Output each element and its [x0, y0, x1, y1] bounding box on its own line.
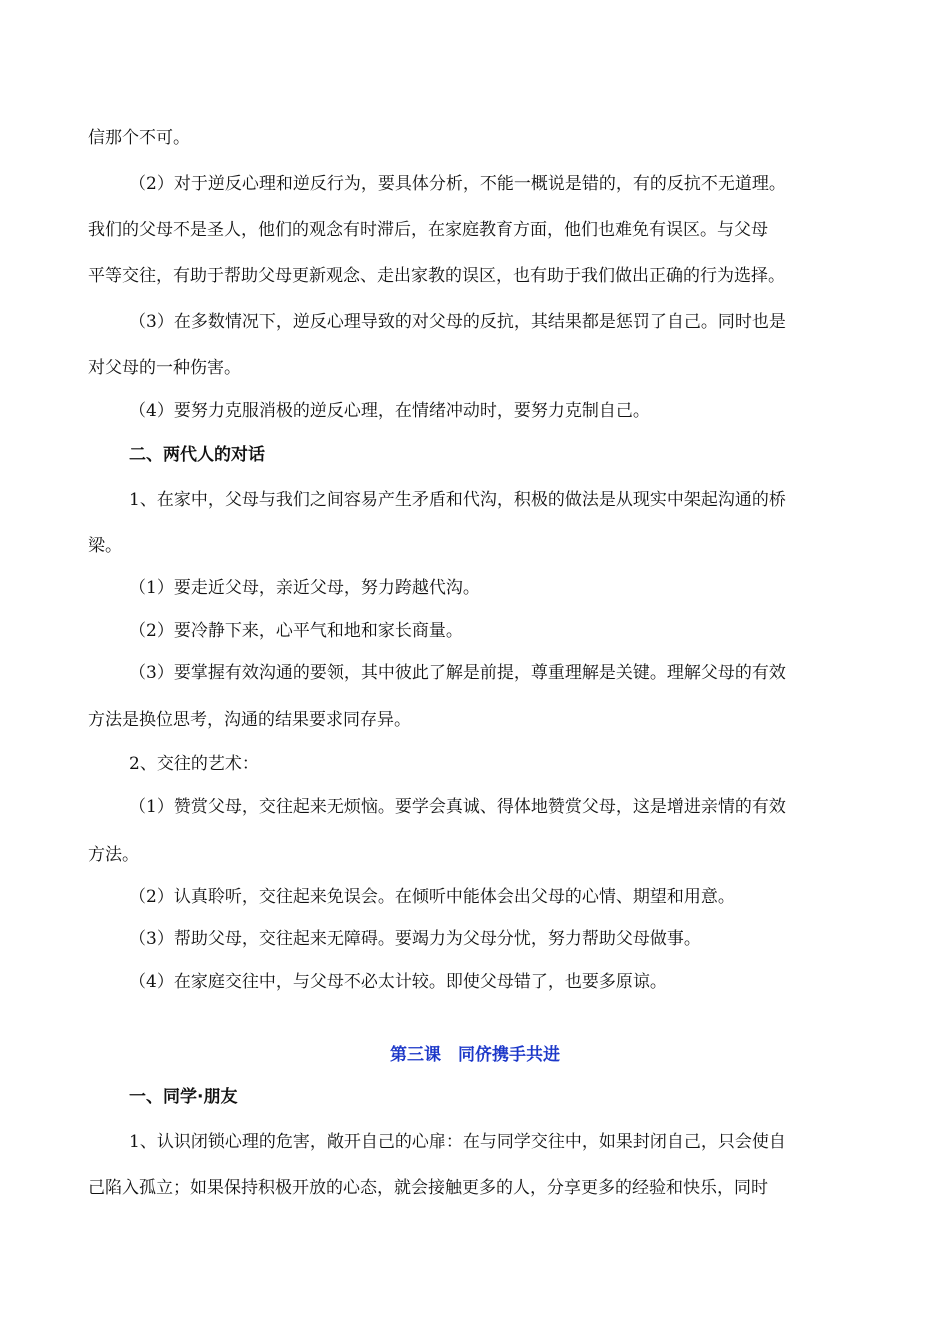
list-item-line: （2）认真聆听，交往起来免误会。在倾听中能体会出父母的心情、期望和用意。: [129, 887, 735, 907]
paragraph-line: 己陷入孤立；如果保持积极开放的心态，就会接触更多的人，分享更多的经验和快乐，同时: [88, 1178, 768, 1198]
paragraph-line: 我们的父母不是圣人，他们的观念有时滞后，在家庭教育方面，他们也难免有误区。与父母: [88, 220, 768, 240]
section-heading: 一、同学·朋友: [129, 1087, 238, 1107]
list-item-line: （1）要走近父母，亲近父母，努力跨越代沟。: [129, 578, 480, 598]
lesson-title: 第三课 同侪携手共进: [390, 1045, 560, 1065]
list-item-line: （3）帮助父母，交往起来无障碍。要竭力为父母分忧，努力帮助父母做事。: [129, 929, 701, 949]
list-item-line: （1）赞赏父母，交往起来无烦恼。要学会真诚、得体地赞赏父母，这是增进亲情的有效: [129, 797, 786, 817]
paragraph-line: 1、在家中，父母与我们之间容易产生矛盾和代沟，积极的做法是从现实中架起沟通的桥: [129, 490, 786, 510]
list-item-line: （4）在家庭交往中，与父母不必太计较。即使父母错了，也要多原谅。: [129, 972, 667, 992]
paragraph-line: 梁。: [88, 536, 122, 556]
paragraph-line: 1、认识闭锁心理的危害，敞开自己的心扉：在与同学交往中，如果封闭自己，只会使自: [129, 1132, 786, 1152]
list-item-line: （3）在多数情况下，逆反心理导致的对父母的反抗，其结果都是惩罚了自己。同时也是: [129, 312, 786, 332]
list-item-line: （3）要掌握有效沟通的要领，其中彼此了解是前提，尊重理解是关键。理解父母的有效: [129, 663, 786, 683]
paragraph-line: 方法。: [88, 845, 139, 865]
list-item-line: （4）要努力克服消极的逆反心理，在情绪冲动时，要努力克制自己。: [129, 401, 650, 421]
paragraph-line: 2、交往的艺术：: [129, 754, 259, 774]
paragraph-line: 信那个不可。: [88, 128, 190, 148]
paragraph-line: 平等交往，有助于帮助父母更新观念、走出家教的误区，也有助于我们做出正确的行为选择。: [88, 266, 785, 286]
list-item-line: （2）对于逆反心理和逆反行为，要具体分析，不能一概说是错的，有的反抗不无道理。: [129, 174, 786, 194]
paragraph-line: 对父母的一种伤害。: [88, 358, 241, 378]
list-item-line: （2）要冷静下来，心平气和地和家长商量。: [129, 621, 463, 641]
section-heading: 二、两代人的对话: [129, 445, 265, 465]
paragraph-line: 方法是换位思考，沟通的结果要求同存异。: [88, 710, 411, 730]
